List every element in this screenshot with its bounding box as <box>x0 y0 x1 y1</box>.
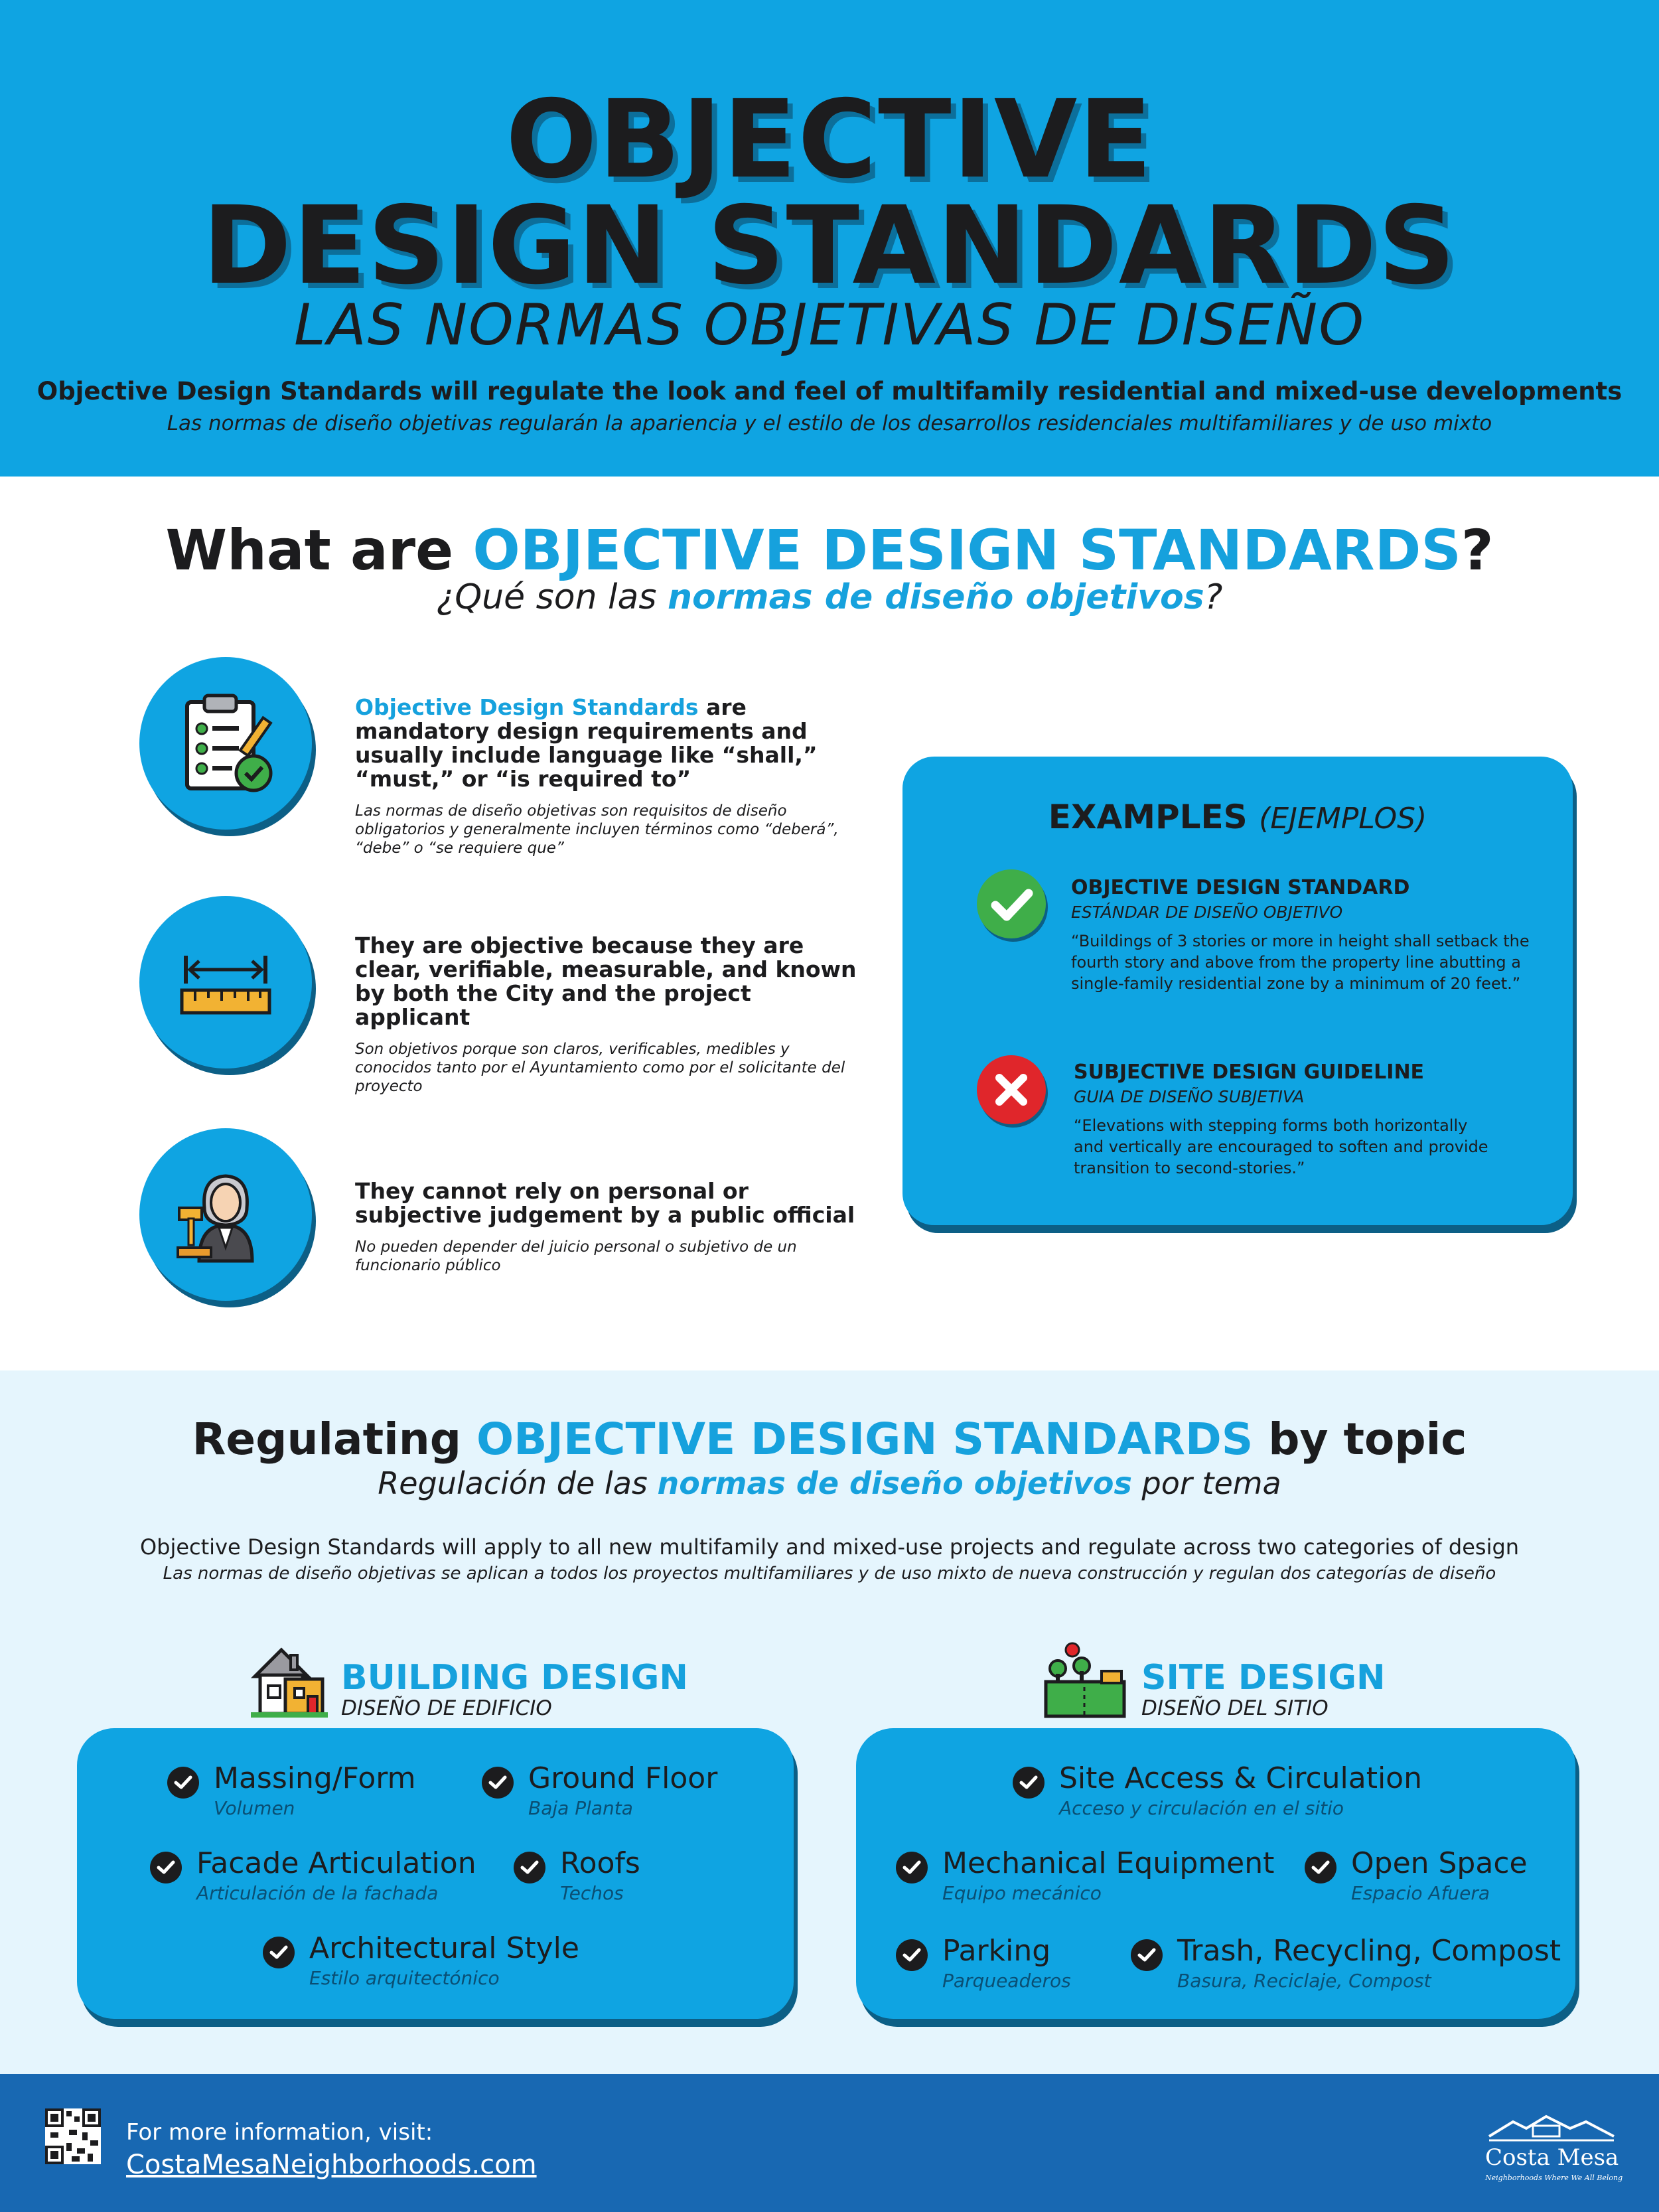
regulating-title: Regulating OBJECTIVE DESIGN STANDARDS by topic <box>192 1414 1467 1465</box>
check-icon <box>482 1767 514 1799</box>
check-icon <box>1013 1767 1045 1799</box>
ruler-measure-icon <box>139 896 312 1069</box>
point-not-subjective: They cannot rely on personal or subjective judgement by a public official No pueden depender del juicio personal o subjetivo de un funcionario público <box>355 1178 855 1274</box>
check-circle-icon <box>977 869 1046 938</box>
objective-example-quote: “Buildings of 3 stories or more in height shall setback the fourth story and above from the property line abutting a single-family residential zone by a minimum of 20 feet.” <box>1071 932 1530 993</box>
check-icon <box>896 1939 928 1971</box>
site-design-title-spanish: DISEÑO DEL SITIO <box>1141 1696 1329 1720</box>
footer-website-link[interactable]: CostaMesaNeighborhoods.com <box>126 2150 537 2180</box>
subjective-example-quote: “Elevations with stepping forms both horizontally and vertically are encouraged to soften and provide transition to second-stories.” <box>1074 1116 1488 1177</box>
check-icon <box>514 1852 545 1883</box>
site-design-title: SITE DESIGN <box>1141 1658 1386 1698</box>
point-objective: They are objective because they are clear, verifiable, measurable, and known by both the City and the project applicant Son objetivos porque son claros, verificables, medibles y conocidos tanto por el Ayuntamiento como por el solicitante del proyecto <box>355 932 857 1095</box>
header-description-spanish: Las normas de diseño objetivas regularán la apariencia y el estilo de los desarrollos residenciales multifamiliares y de uso mixto <box>167 411 1492 435</box>
regulating-description: Objective Design Standards will apply to all new multifamily and mixed-use projects and regulate across two categories of design <box>139 1534 1520 1560</box>
subjective-example-heading: SUBJECTIVE DESIGN GUIDELINE <box>1074 1061 1425 1084</box>
objective-example-heading-spanish: ESTÁNDAR DE DISEÑO OBJETIVO <box>1071 903 1343 922</box>
check-icon <box>1131 1939 1163 1971</box>
check-icon <box>1305 1852 1336 1883</box>
building-design-title: BUILDING DESIGN <box>341 1658 688 1698</box>
landscape-site-icon <box>1043 1641 1127 1719</box>
what-section-title-spanish: ¿Qué son las normas de diseño objetivos? <box>436 577 1223 617</box>
building-design-title-spanish: DISEÑO DE EDIFICIO <box>341 1696 552 1720</box>
cross-circle-icon <box>977 1055 1046 1124</box>
house-icon <box>251 1639 328 1719</box>
check-icon <box>263 1937 295 1968</box>
page-title-line1: OBJECTIVE <box>506 78 1153 202</box>
clipboard-checklist-icon <box>139 657 312 830</box>
footer-visit-text: For more information, visit: <box>126 2119 433 2146</box>
page-subtitle-spanish: LAS NORMAS OBJETIVAS DE DISEÑO <box>294 292 1365 358</box>
objective-example-heading: OBJECTIVE DESIGN STANDARD <box>1071 876 1410 899</box>
what-section-title: What are OBJECTIVE DESIGN STANDARDS? <box>165 518 1494 583</box>
examples-title: EXAMPLES (EJEMPLOS) <box>1048 798 1427 836</box>
qr-code-icon[interactable] <box>45 2108 101 2164</box>
footer-logo-tagline: Neighborhoods Where We All Belong <box>1485 2174 1623 2182</box>
building-design-panel: Massing/Form Volumen Ground Floor Baja Planta Facade Articulation Articulación de la fachada Roofs Techos Architectural Style Estilo arquitectónico <box>77 1728 794 2019</box>
judge-gavel-icon <box>139 1128 312 1301</box>
check-icon <box>150 1852 182 1883</box>
regulating-title-spanish: Regulación de las normas de diseño objetivos por tema <box>378 1465 1281 1501</box>
page-title-line2: DESIGN STANDARDS <box>202 184 1457 309</box>
footer-logo-name: Costa Mesa <box>1485 2144 1619 2171</box>
header-banner <box>0 0 1659 477</box>
point-mandatory: Objective Design Standards are mandatory design requirements and usually include language like “shall,” “must,” or “is required to” Las normas de diseño objetivas son requisitos de diseño obligatorios y generalmente incluyen términos como “deberá”, “debe” o “se requiere que” <box>355 694 839 857</box>
site-design-panel: Site Access & Circulation Acceso y circulación en el sitio Mechanical Equipment Equipo mecánico Open Space Espacio Afuera Parking Parqueaderos Trash, Recycling, Compost Basura, Reciclaje, Compost <box>856 1728 1575 2019</box>
check-icon <box>167 1767 199 1799</box>
header-description: Objective Design Standards will regulate the look and feel of multifamily residential and mixed-use developments <box>36 377 1623 406</box>
check-icon <box>896 1852 928 1883</box>
costa-mesa-logo-icon <box>1486 2112 1617 2143</box>
subjective-example-heading-spanish: GUIA DE DISEÑO SUBJETIVA <box>1074 1087 1305 1106</box>
regulating-description-spanish: Las normas de diseño objetivas se aplican a todos los proyectos multifamiliares y de uso mixto de nueva construcción y regulan dos categorías de diseño <box>163 1564 1496 1584</box>
footer <box>0 2074 1659 2212</box>
examples-panel <box>902 757 1573 1225</box>
